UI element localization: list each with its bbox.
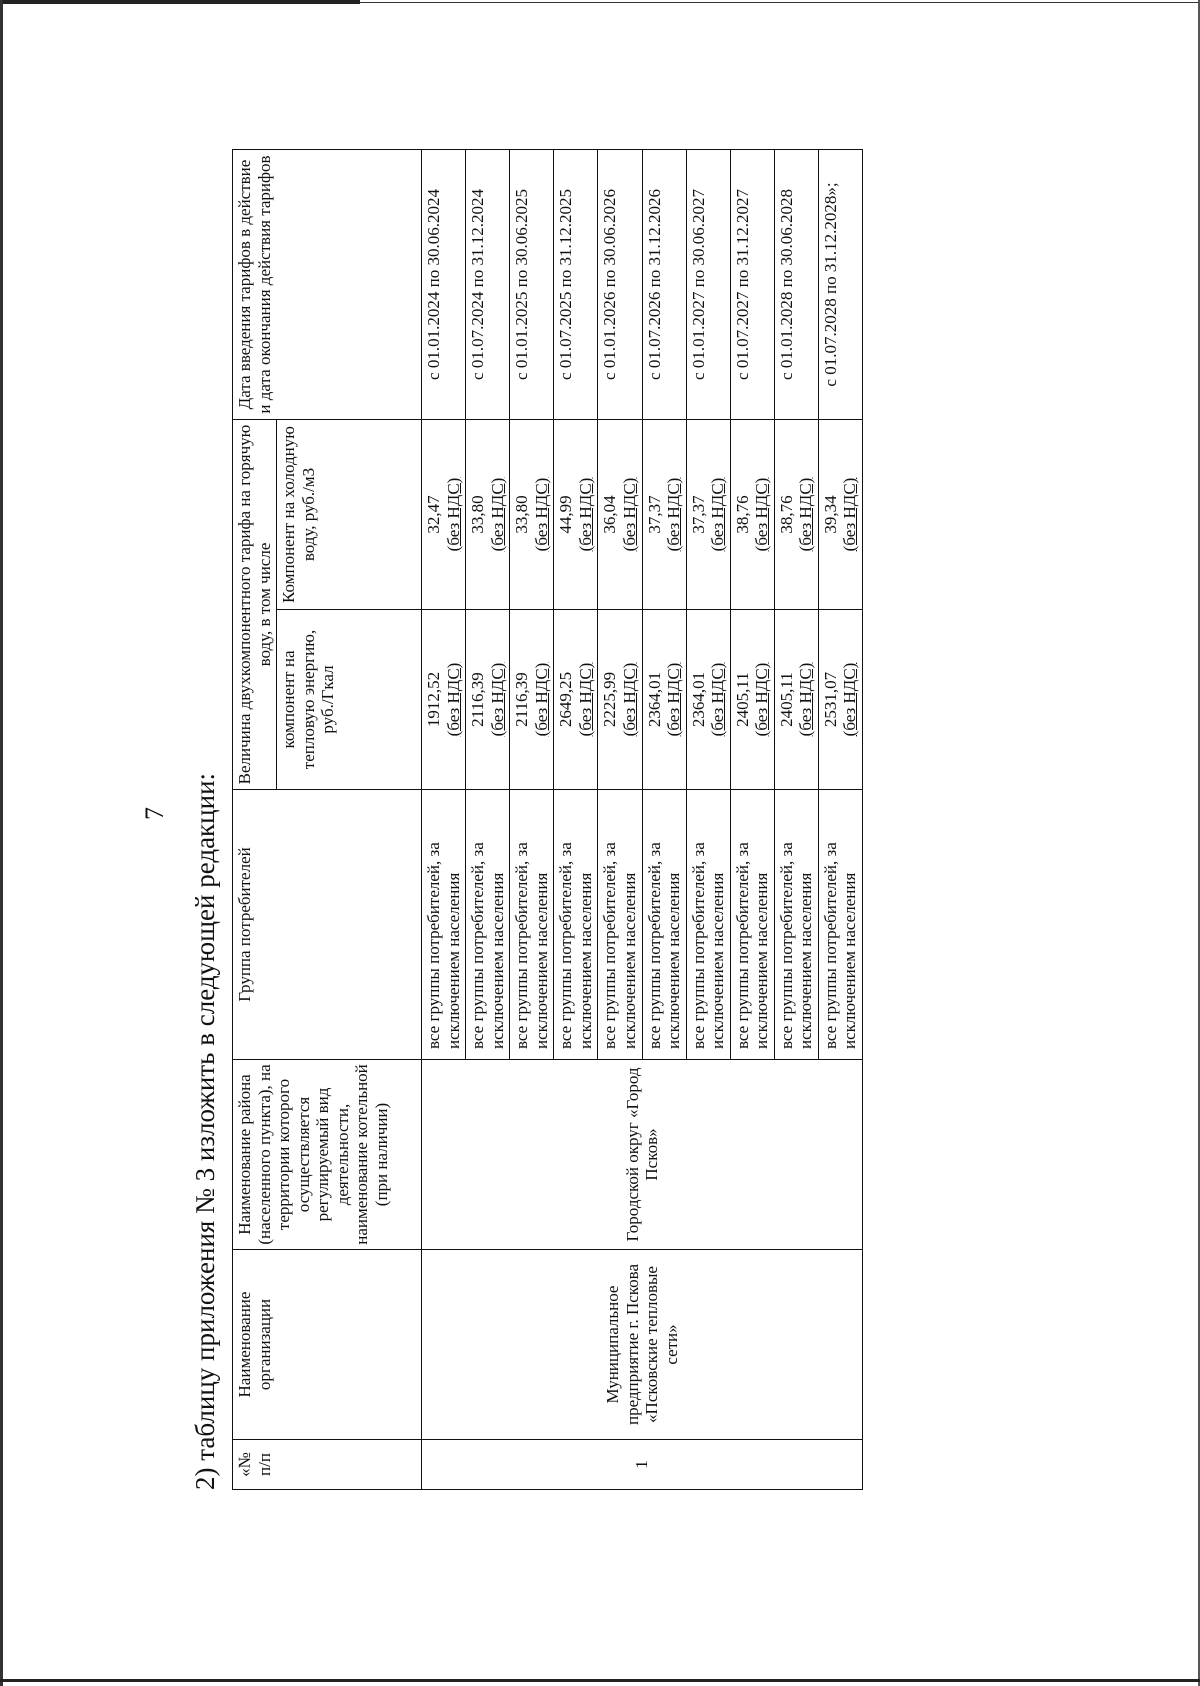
vat-note: (без НДС)	[575, 477, 595, 552]
cell-period: с 01.01.2026 по 30.06.2026	[598, 150, 642, 420]
rotated-page	[140, 100, 1000, 1580]
cell-consumer-group: все группы потребителей, за исключением населения	[774, 790, 818, 1060]
cell-period: с 01.07.2027 по 31.12.2027	[730, 150, 774, 420]
header-water-component: Компонент на холодную воду, руб./м3	[277, 420, 422, 610]
vat-note: (без НДС)	[752, 477, 772, 552]
cell-heat-component	[554, 610, 598, 790]
cell-water-component	[642, 420, 686, 610]
cell-water-component	[818, 420, 862, 610]
vat-note: (без НДС)	[664, 477, 684, 552]
heat-value: 2116,39	[512, 672, 532, 727]
cell-period: с 01.07.2026 по 31.12.2026	[642, 150, 686, 420]
heat-value: 2364,01	[688, 671, 708, 728]
water-value: 32,47	[424, 495, 444, 534]
water-value: 33,80	[512, 495, 532, 534]
amendment-heading: 2) таблицу приложения № 3 изложить в следующей редакции:	[190, 772, 220, 1490]
cell-num: 1	[422, 1440, 863, 1490]
heat-value: 1912,52	[424, 671, 444, 728]
cell-water-component	[730, 420, 774, 610]
header-row	[233, 150, 277, 1490]
cell-heat-component	[422, 610, 466, 790]
header-consumer-group: Группа потребителей	[233, 790, 422, 1060]
header-district: Наименование района (населенного пункта), на территории которого осуществляется регулируемый вид деятельности, наименование котельной (при наличии)	[233, 1060, 422, 1250]
cell-period: с 01.01.2027 по 30.06.2027	[686, 150, 730, 420]
header-dates: Дата введения тарифов в действие и дата окончания действия тарифов	[233, 150, 422, 420]
cell-heat-component	[774, 610, 818, 790]
cell-water-component	[598, 420, 642, 610]
cell-heat-component	[598, 610, 642, 790]
water-value: 37,37	[688, 495, 708, 534]
cell-consumer-group: все группы потребителей, за исключением населения	[730, 790, 774, 1060]
cell-heat-component	[818, 610, 862, 790]
vat-note: (без НДС)	[620, 662, 640, 737]
vat-note: (без НДС)	[575, 662, 595, 737]
cell-period: с 01.07.2024 по 31.12.2024	[466, 150, 510, 420]
cell-period: с 01.01.2025 по 30.06.2025	[510, 150, 554, 420]
heat-value: 2364,01	[644, 671, 664, 728]
heat-value: 2531,07	[820, 671, 840, 728]
heat-value: 2405,11	[776, 672, 796, 727]
heat-value: 2116,39	[468, 672, 488, 727]
header-tariff-value: Величина двухкомпонентного тарифа на горячую воду, в том числе	[233, 420, 277, 790]
table-row	[422, 150, 466, 1490]
header-num: «№ п/п	[233, 1440, 422, 1490]
cell-consumer-group: все группы потребителей, за исключением населения	[466, 790, 510, 1060]
water-value: 37,37	[644, 495, 664, 534]
vat-note: (без НДС)	[796, 477, 816, 552]
table-body	[422, 150, 863, 1490]
cell-district: Городской округ «Город Псков»	[422, 1060, 863, 1250]
cell-heat-component	[730, 610, 774, 790]
header-heat-component: компонент на тепловую энергию, руб./Гкал	[277, 610, 422, 790]
header-organization: Наименование организации	[233, 1250, 422, 1440]
water-value: 39,34	[820, 495, 840, 534]
cell-water-component	[466, 420, 510, 610]
heat-value: 2405,11	[732, 672, 752, 727]
water-value: 44,99	[556, 495, 576, 534]
vat-note: (без НДС)	[531, 662, 551, 737]
cell-water-component	[774, 420, 818, 610]
cell-water-component	[510, 420, 554, 610]
vat-note: (без НДС)	[664, 662, 684, 737]
water-value: 38,76	[732, 495, 752, 534]
cell-period: с 01.07.2025 по 31.12.2025	[554, 150, 598, 420]
tariff-table	[232, 149, 863, 1490]
vat-note: (без НДС)	[487, 477, 507, 552]
cell-water-component	[686, 420, 730, 610]
scan-edge-bottom	[0, 1679, 1200, 1682]
heat-value: 2649,25	[556, 671, 576, 728]
water-value: 36,04	[600, 495, 620, 534]
water-value: 33,80	[468, 495, 488, 534]
page-number: 7	[140, 807, 169, 820]
cell-organization: Муниципальное предприятие г. Пскова «Псковские тепловые сети»	[422, 1250, 863, 1440]
vat-note: (без НДС)	[487, 662, 507, 737]
vat-note: (без НДС)	[752, 662, 772, 737]
cell-consumer-group: все группы потребителей, за исключением населения	[686, 790, 730, 1060]
cell-period: с 01.01.2024 по 30.06.2024	[422, 150, 466, 420]
vat-note: (без НДС)	[840, 662, 860, 737]
vat-note: (без НДС)	[840, 477, 860, 552]
cell-consumer-group: все группы потребителей, за исключением населения	[554, 790, 598, 1060]
scan-edge-top-thin	[360, 2, 1200, 3]
scan-edge-top	[0, 0, 360, 4]
cell-water-component	[554, 420, 598, 610]
cell-water-component	[422, 420, 466, 610]
vat-note: (без НДС)	[796, 662, 816, 737]
cell-heat-component	[686, 610, 730, 790]
cell-heat-component	[466, 610, 510, 790]
cell-period: с 01.07.2028 по 31.12.2028»;	[818, 150, 862, 420]
vat-note: (без НДС)	[708, 477, 728, 552]
heat-value: 2225,99	[600, 671, 620, 728]
cell-consumer-group: все группы потребителей, за исключением населения	[422, 790, 466, 1060]
cell-period: с 01.01.2028 по 30.06.2028	[774, 150, 818, 420]
cell-heat-component	[510, 610, 554, 790]
cell-consumer-group: все группы потребителей, за исключением населения	[598, 790, 642, 1060]
cell-consumer-group: все группы потребителей, за исключением населения	[818, 790, 862, 1060]
cell-heat-component	[642, 610, 686, 790]
scan-edge-left	[0, 0, 3, 1686]
vat-note: (без НДС)	[443, 477, 463, 552]
cell-consumer-group: все группы потребителей, за исключением населения	[510, 790, 554, 1060]
vat-note: (без НДС)	[531, 477, 551, 552]
vat-note: (без НДС)	[708, 662, 728, 737]
water-value: 38,76	[776, 495, 796, 534]
cell-consumer-group: все группы потребителей, за исключением населения	[642, 790, 686, 1060]
vat-note: (без НДС)	[620, 477, 640, 552]
vat-note: (без НДС)	[443, 662, 463, 737]
